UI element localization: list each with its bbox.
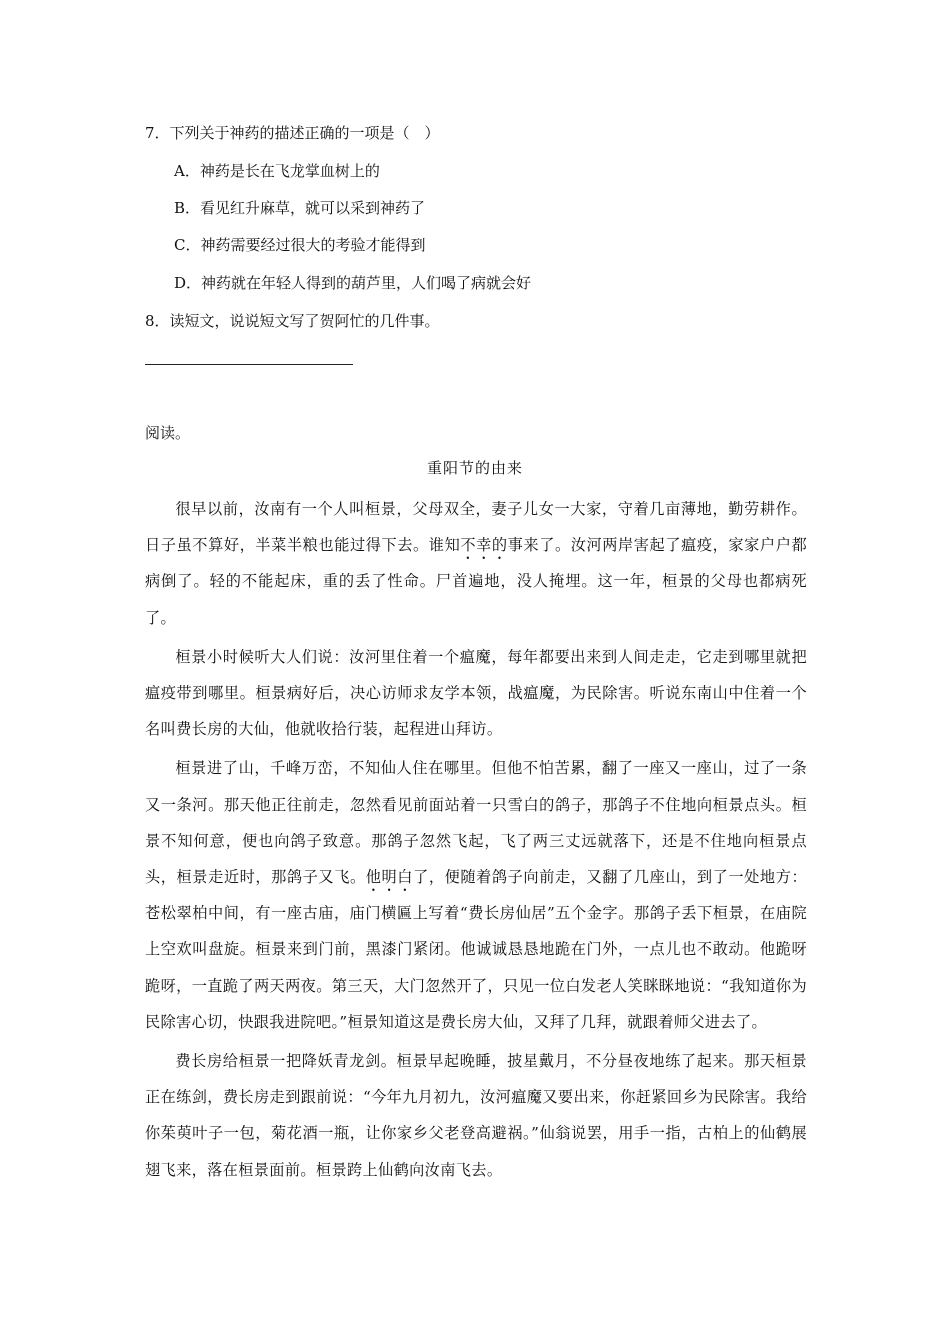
- paragraph-3-text-after: 了，便随着鸽子向前走，又翻了几座山，到了一处地方：苍松翠柏中间，有一座古庙，庙门横匾上写着“费长房仙居”五个金字。那鸽子丢下桓景，在庙院上空欢叫盘旋。桓景来到门前，黑漆门紧闭。他诚诚恳恳地跪在门外，一点儿也不敢动。他跪呀跪呀，一直跪了两天两夜。第三天，大门忽然开了，只见一位白发老人笑眯眯地说：“我知道你为民除害心切，快跟我进院吧。”桓景知道这是费长房大仙，又拜了几拜，就跟着师父进去了。: [145, 868, 808, 1031]
- passage-paragraph-4: 费长房给桓景一把降妖青龙剑。桓景早起晚睡，披星戴月，不分昼夜地练了起来。那天桓景正在练剑，费长房走到跟前说：“今年九月初九，汝河瘟魔又要出来，你赶紧回乡为民除害。我给你茱萸叶子一包，菊花酒一瓶，让你家乡父老登高避祸。”仙翁说罢，用手一指，古柏上的仙鹤展翅飞来，落在桓景面前。桓景跨上仙鹤向汝南飞去。: [145, 1052, 807, 1179]
- answer-blank-line[interactable]: [145, 364, 353, 365]
- emphasis-dotted-text-2: 他明白: [365, 868, 414, 887]
- question-8-stem: 8．读短文，说说短文写了贺阿忙的几件事。: [145, 312, 440, 330]
- question-7-stem: 7．下列关于神药的描述正确的一项是（ ）: [145, 124, 440, 142]
- question-7-option-d: D．神药就在年轻人得到的葫芦里，人们喝了病就会好: [174, 274, 532, 292]
- question-7-option-a: A．神药是长在飞龙掌血树上的: [174, 162, 380, 180]
- paragraph-1-text-before: 很早以前，汝南有一个人叫桓景，父母双全，妻子儿女一大家，守着几亩薄地，勤劳耕作。日子虽不算好，半菜半粮也能过得下去。谁知: [145, 500, 807, 555]
- passage-paragraph-1: [145, 491, 807, 636]
- paragraph-3-text-before: 桓景进了山，千峰万峦，不知仙人住在哪里。但他不怕苦累，翻了一座又一座山，过了一条又一条河。那天他正往前走，忽然看见前面站着一只雪白的鸽子，那鸽子不住地向桓景点头。桓景不知何意，便也向鸽子致意。那鸽子忽然飞起，飞了两三丈远就落下，还是不住地向桓景点头，桓景走近时，那鸽子又飞。: [145, 759, 807, 887]
- passage-paragraph-3: [145, 750, 807, 1040]
- passage-paragraph-2: 桓景小时候听大人们说：汝河里住着一个瘟魔，每年都要出来到人间走走，它走到哪里就把瘟疫带到哪里。桓景病好后，决心访师求友学本领，战瘟魔，为民除害。听说东南山中住着一个名叫费长房的大仙，他就收拾行装，起程进山拜访。: [145, 647, 807, 739]
- question-7-option-c: C．神药需要经过很大的考验才能得到: [174, 236, 426, 254]
- reading-label: 阅读。: [145, 424, 191, 442]
- emphasis-dotted-text-1: 不幸的: [460, 536, 508, 555]
- passage-body: [145, 491, 807, 1188]
- passage-title: 重阳节的由来: [426, 459, 523, 477]
- paragraph-1-text-after: 事来了。汝河两岸害起了瘟疫，家家户户都病倒了。轻的不能起床，重的丢了性命。尸首遍地，没人掩埋。这一年，桓景的父母也都病死了。: [145, 536, 807, 627]
- question-7-option-b: B．看见红升麻草，就可以采到神药了: [174, 199, 426, 217]
